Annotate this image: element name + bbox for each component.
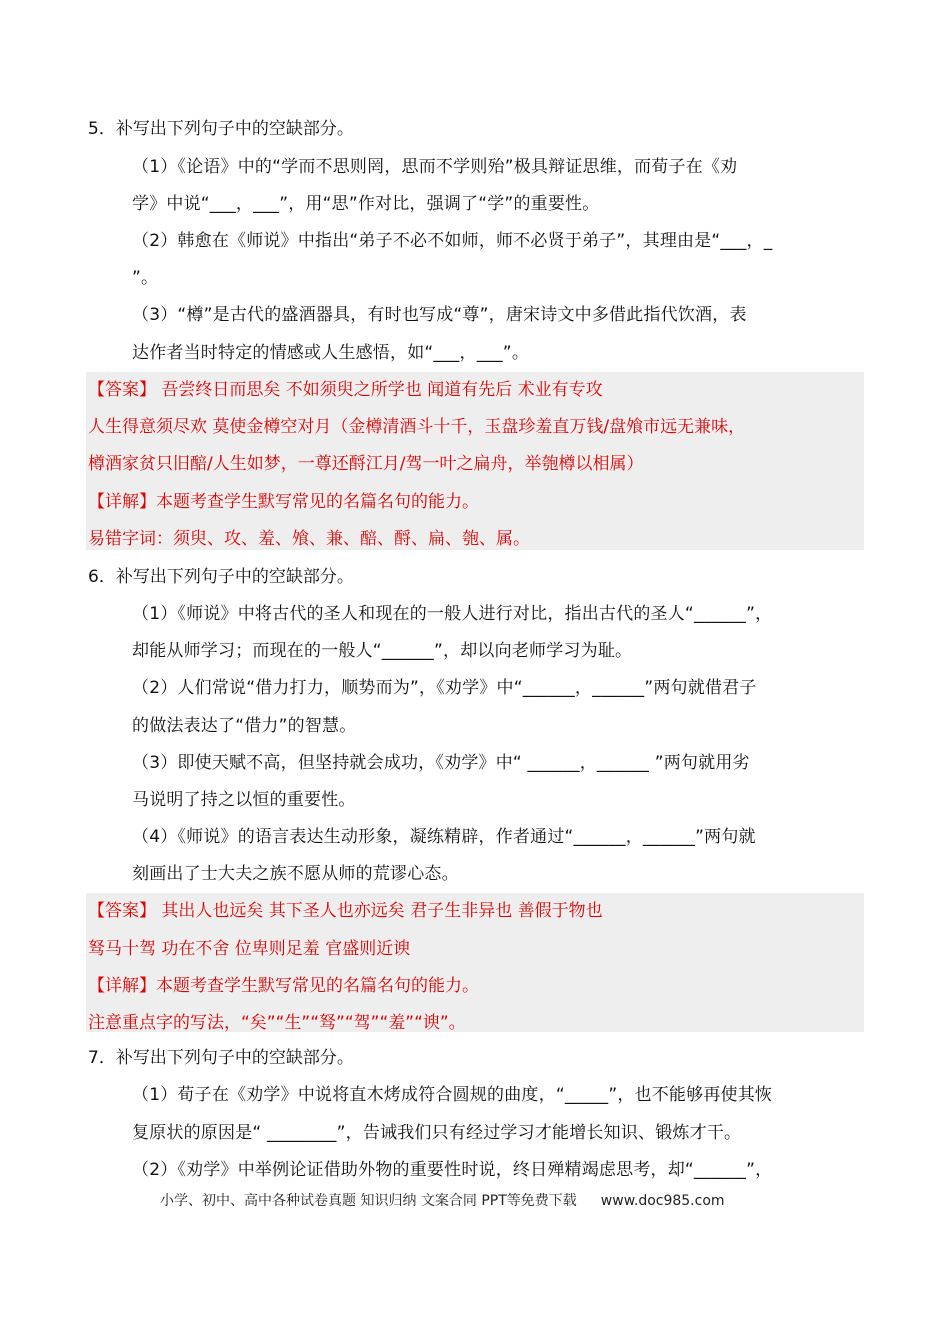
q5-line-4: ”。 (132, 268, 159, 288)
q5-line-5: （3）“樽”是古代的盛酒器具，有时也写成“尊”，唐宋诗文中多借此指代饮酒，表 (132, 305, 747, 325)
q6-line-8: 刻画出了士大夫之族不愿从师的荒谬心态。 (132, 864, 459, 884)
q6-answer-line-2: 驽马十驾 功在不舍 位卑则足羞 官盛则近谀 (88, 939, 411, 959)
q6-line-4: 的做法表达了“借力”的智慧。 (132, 716, 357, 736)
q5-explanation-line-1: 【详解】本题考查学生默写常见的名篇名句的能力。 (88, 492, 479, 512)
q5-answer-line-1: 【答案】 吾尝终日而思矣 不如须臾之所学也 闻道有先后 术业有专攻 (88, 380, 603, 400)
q5-line-1: （1）《论语》中的“学而不思则罔，思而不学则殆”极具辩证思维，而荀子在《劝 (132, 157, 738, 177)
q7-line-2: 复原状的原因是“ ________”，告诫我们只有经过学习才能增长知识、锻炼才干。 (132, 1123, 742, 1143)
question-7-title: 7．补写出下列句子中的空缺部分。 (88, 1048, 354, 1068)
q5-answer-line-2: 人生得意须尽欢 莫使金樽空对月（金樽清酒斗十千，玉盘珍羞直万钱/盘飧市远无兼味， (88, 417, 746, 437)
q6-line-1: （1）《师说》中将古代的圣人和现在的一般人进行对比，指出古代的圣人“______”， (132, 604, 773, 624)
q6-explanation-line-1: 【详解】本题考查学生默写常见的名篇名句的能力。 (88, 976, 479, 996)
q5-explanation-line-2: 易错字词：须臾、攻、羞、飧、兼、醅、酹、扁、匏、属。 (88, 529, 530, 549)
q5-answer-line-3: 樽酒家贫只旧醅/人生如梦，一尊还酹江月/驾一叶之扁舟，举匏樽以相属） (88, 454, 644, 474)
q6-line-6: 马说明了持之以恒的重要性。 (132, 790, 356, 810)
q6-line-2: 却能从师学习；而现在的一般人“______”，却以向老师学习为耻。 (132, 641, 633, 661)
q7-line-3: （2）《劝学》中举例论证借助外物的重要性时说，终日殚精竭虑思考，却“______”， (132, 1160, 773, 1180)
q5-line-6: 达作者当时特定的情感或人生感悟，如“___，___”。 (132, 343, 530, 363)
question-5-title: 5．补写出下列句子中的空缺部分。 (88, 119, 354, 139)
q6-answer-line-1: 【答案】 其出人也远矣 其下圣人也亦远矣 君子生非异也 善假于物也 (88, 901, 603, 921)
q5-line-2: 学》中说“___，___”，用“思”作对比，强调了“学”的重要性。 (132, 194, 600, 214)
q6-line-5: （3）即使天赋不高，但坚持就会成功，《劝学》中“ ______，______ ”两句就用劣 (132, 753, 750, 773)
page-footer (160, 1191, 725, 1211)
q6-explanation-line-2: 注意重点字的写法，“矣”“生”“驽”“驾”“羞”“谀”。 (88, 1013, 466, 1033)
q5-line-3: （2）韩愈在《师说》中指出“弟子不必不如师，师不必贤于弟子”，其理由是“___，_ (132, 231, 773, 251)
footer-url[interactable]: www.doc985.com (600, 1193, 725, 1209)
footer-text: 小学、初中、高中各种试卷真题 知识归纳 文案合同 PPT等免费下载 (160, 1193, 577, 1209)
q6-line-3: （2）人们常说“借力打力，顺势而为”，《劝学》中“______，______”两句就借君子 (132, 678, 757, 698)
q6-line-7: （4）《师说》的语言表达生动形象，凝练精辟，作者通过“______，______”两句就 (132, 827, 756, 847)
q7-line-1: （1）荀子在《劝学》中说将直木烤成符合圆规的曲度，“_____”，也不能够再使其恢 (132, 1085, 773, 1105)
question-6-title: 6．补写出下列句子中的空缺部分。 (88, 567, 354, 587)
